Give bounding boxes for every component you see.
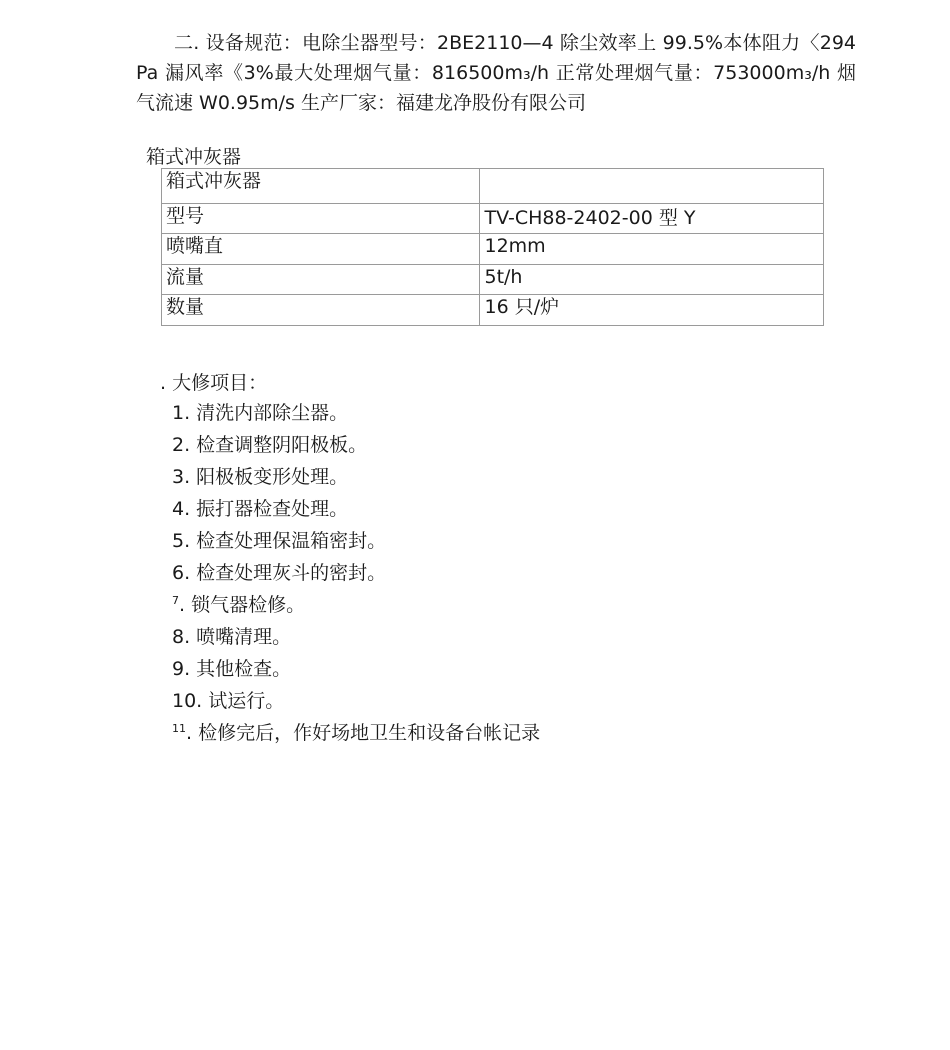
- table-cell-label: 流量: [162, 265, 480, 295]
- table-cell-label: 型号: [162, 204, 480, 234]
- list-item-number: 10.: [172, 690, 203, 712]
- table-cell-value-wrapper: [480, 204, 824, 234]
- table-row: [162, 295, 824, 326]
- list-item-text: 喷嘴清理。: [190, 626, 292, 648]
- list-item: [172, 653, 540, 685]
- list-item: [172, 557, 540, 589]
- list-item: [172, 429, 540, 461]
- ash-flusher-spec-table: [161, 168, 824, 326]
- list-item-text: . 锁气器检修。: [179, 594, 306, 616]
- list-item-number: 11: [172, 722, 186, 735]
- table-cell-label: 箱式冲灰器: [162, 169, 480, 204]
- overhaul-items-heading: . 大修项目：: [160, 372, 268, 394]
- table-row: [162, 265, 824, 295]
- list-item: [172, 717, 540, 749]
- table-cell-value: 16 只/炉: [480, 295, 824, 326]
- table-row: [162, 234, 824, 265]
- table-cell-value: 5t/h: [480, 265, 824, 295]
- list-item-number: 4.: [172, 498, 191, 520]
- list-item-text: 清洗内部除尘器。: [190, 402, 349, 424]
- list-item-text: 振打器检查处理。: [190, 498, 349, 520]
- list-item-number: 9.: [172, 658, 191, 680]
- list-item-number: 1.: [172, 402, 191, 424]
- list-item-number: 2.: [172, 434, 191, 456]
- list-item: [172, 621, 540, 653]
- list-item: [172, 589, 540, 621]
- overhaul-items-list: [172, 397, 540, 749]
- list-item: [172, 461, 540, 493]
- list-item-text: 试运行。: [202, 690, 285, 712]
- table-cell-value: [480, 169, 824, 204]
- list-item-text: 检查处理保温箱密封。: [190, 530, 387, 552]
- table-cell-value: TV-CH88-2402-00 型 Y: [484, 207, 696, 229]
- list-item-text: . 检修完后，作好场地卫生和设备台帐记录: [186, 722, 541, 744]
- list-item-number: 8.: [172, 626, 191, 648]
- equipment-spec-paragraph: 二. 设备规范：电除尘器型号：2BE2110—4 除尘效率上 99.5%本体阻力〈294Pa 漏风率《3%最大处理烟气量：816500m₃/h 正常处理烟气量：753000m₃/h 烟气流速 W0.95m/s 生产厂家：福建龙净股份有限公司: [136, 32, 856, 114]
- table-row: [162, 204, 824, 234]
- table-caption: 箱式冲灰器: [146, 146, 242, 168]
- list-item-number: 6.: [172, 562, 191, 584]
- list-item: [172, 525, 540, 557]
- table-cell-value: 12mm: [480, 234, 824, 265]
- table-cell-label: 数量: [162, 295, 480, 326]
- list-item-number: 5.: [172, 530, 191, 552]
- list-item: [172, 493, 540, 525]
- list-item-text: 检查处理灰斗的密封。: [190, 562, 387, 584]
- list-item-text: 其他检查。: [190, 658, 292, 680]
- list-item-number: 3.: [172, 466, 191, 488]
- list-item-text: 阳极板变形处理。: [190, 466, 349, 488]
- table-row: [162, 169, 824, 204]
- table-cell-label: 喷嘴直: [162, 234, 480, 265]
- list-item-text: 检查调整阴阳极板。: [190, 434, 368, 456]
- list-item: [172, 397, 540, 429]
- list-item-number: 7: [172, 594, 179, 607]
- list-item: [172, 685, 540, 717]
